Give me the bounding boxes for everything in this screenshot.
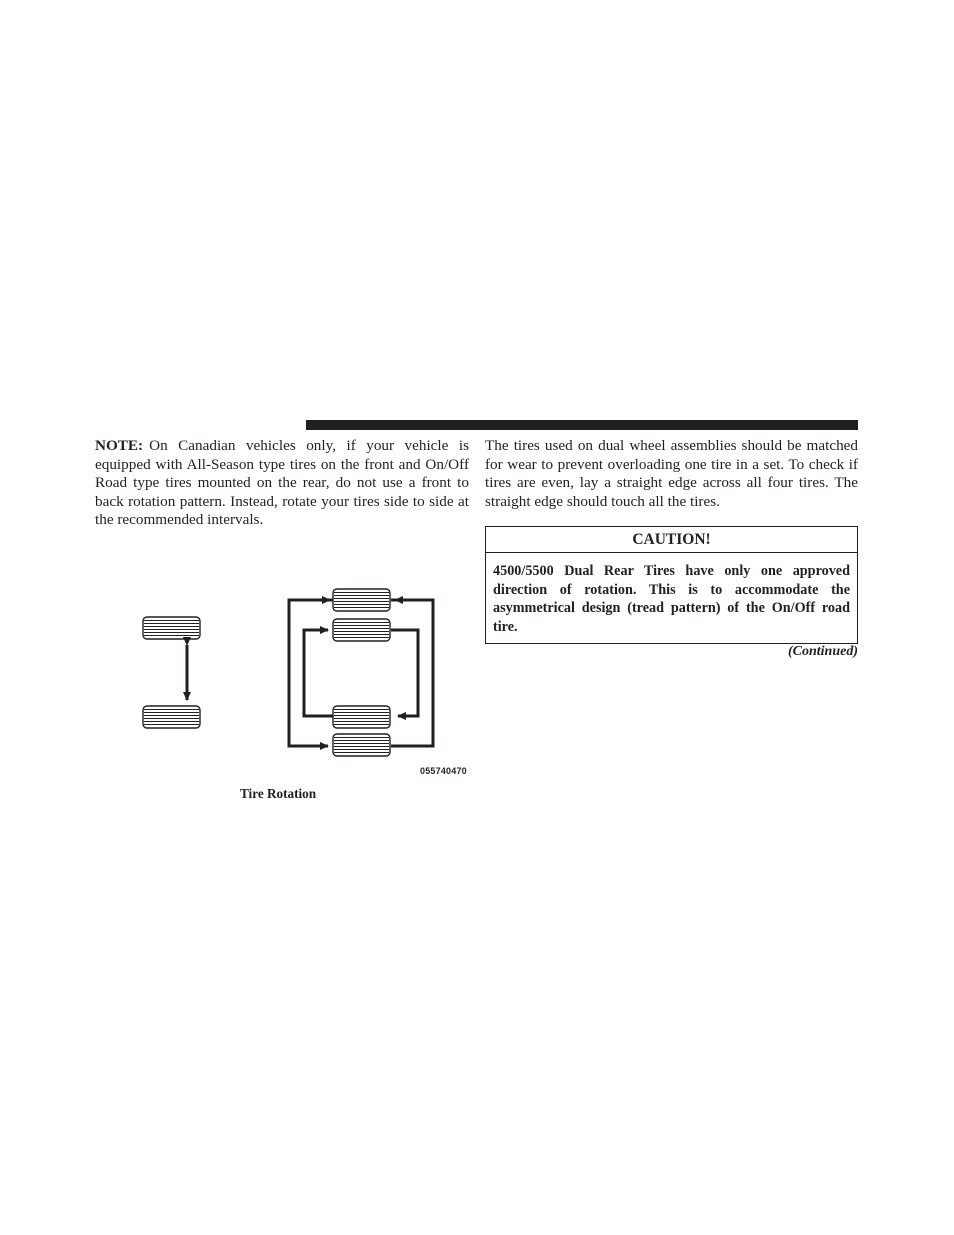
left-rear-tire-icon xyxy=(143,706,200,728)
dual-tire-1-icon xyxy=(333,589,390,611)
dual-tire-2-icon xyxy=(333,619,390,641)
caution-title: CAUTION! xyxy=(486,527,857,553)
note-paragraph xyxy=(95,437,469,530)
caution-text: 4500/5500 Dual Rear Tires have only one approved direction of rotation. This is to accommodate the asymmetrical design (tread pattern) of the On/Off road tire. xyxy=(493,563,850,635)
inner-right-path-icon xyxy=(391,630,418,716)
figure-caption: Tire Rotation xyxy=(240,786,317,801)
figure-code: 055740470 xyxy=(420,766,467,776)
dual-wheel-paragraph: The tires used on dual wheel assemblies should be matched for wear to prevent overloading one tire in a set. To check if tires are even, lay a straight edge across all four tires. The straight edge should touch all the tires. xyxy=(485,437,858,510)
dual-tire-4-icon xyxy=(333,734,390,756)
outer-right-path-icon xyxy=(391,600,433,746)
outer-left-path-icon xyxy=(289,600,333,746)
note-label: NOTE: xyxy=(95,437,144,454)
dual-tire-3-icon xyxy=(333,706,390,728)
left-front-tire-icon xyxy=(143,617,200,639)
inner-left-path-icon xyxy=(304,630,333,716)
caution-box xyxy=(485,526,858,644)
continued-label: (Continued) xyxy=(787,644,858,659)
tire-rotation-diagram xyxy=(130,580,440,770)
note-text: On Canadian vehicles only, if your vehicle is equipped with All-Season type tires on the front and On/Off Road type tires mounted on the rear, do not use a front to back rotation pattern. Instead, rotate your tires side to side at the recommended intervals. xyxy=(95,437,469,529)
page-header-bar xyxy=(306,420,858,430)
